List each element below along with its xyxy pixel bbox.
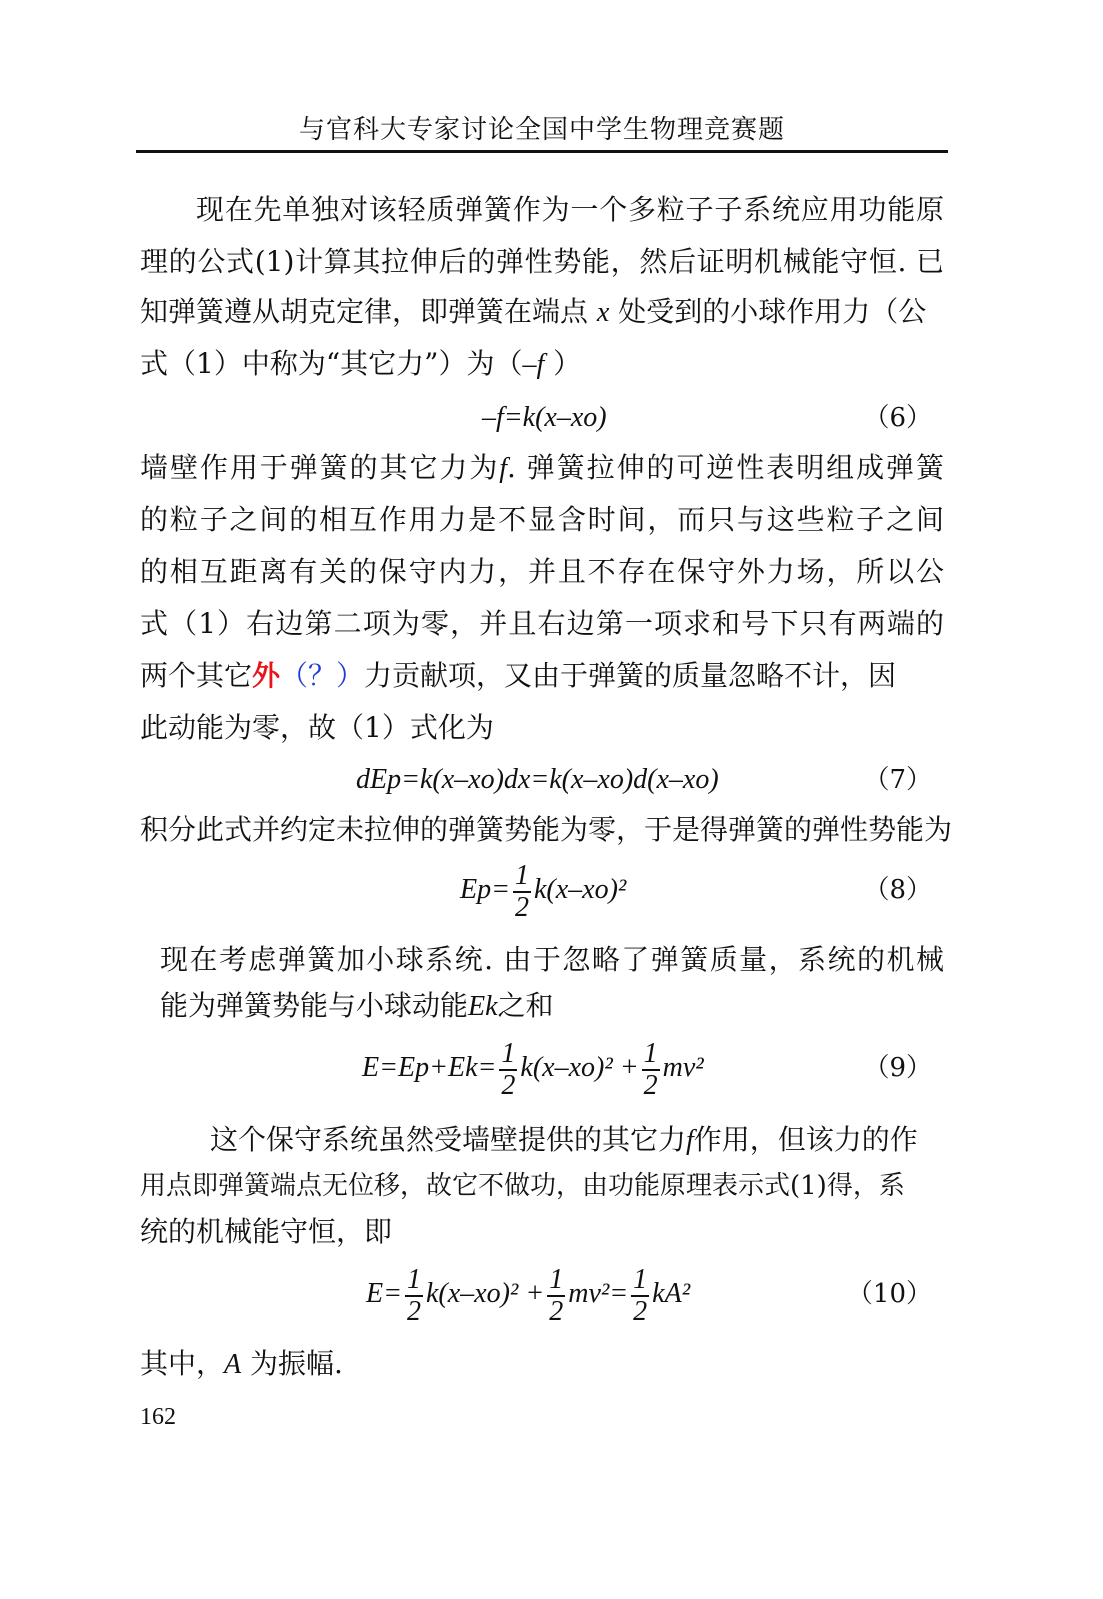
eq10-frac1-den: 2	[407, 1295, 421, 1327]
eq9-frac1-den: 2	[501, 1069, 516, 1101]
page-number: 162	[140, 1404, 176, 1430]
eq9-lhs: E=Ep+Ek=	[362, 1052, 497, 1083]
eq9-number: （9）	[863, 1053, 932, 1083]
para4-line2	[160, 986, 944, 1026]
para5-line2: 用点即弹簧端点无位移，故它不做功，由功能原理表示式(1)得，系	[140, 1171, 905, 1201]
eq8-formula	[460, 852, 626, 928]
eq10-term3: kA²	[652, 1278, 691, 1309]
eq10-frac3-den: 2	[633, 1295, 648, 1327]
para4-line1: 现在考虑弹簧加小球系统. 由于忽略了弹簧质量，系统的机械	[160, 943, 944, 976]
para2-line2: 的粒子之间的相互作用力是不显含时间，而只与这些粒子之间	[140, 503, 944, 536]
header-rule	[136, 150, 948, 153]
eq9-frac2-den: 2	[643, 1069, 658, 1101]
para1-line3-text-b: 处受到的小球作用力（公	[618, 295, 927, 328]
para2-line5	[140, 656, 944, 696]
eq7-number: （7）	[863, 765, 932, 795]
eq10-fraction-1	[405, 1265, 423, 1327]
para5-line1	[210, 1120, 944, 1160]
running-header: 与官科大专家讨论全国中学生物理竞赛题	[298, 115, 785, 145]
eq10-frac2-den: 2	[549, 1295, 564, 1327]
para4-line2-text-b: 之和	[497, 989, 554, 1022]
para6-text-a: 其中，	[140, 1347, 225, 1380]
eq8-fraction	[513, 861, 531, 923]
var-f: f	[499, 453, 508, 484]
eq8-number: （8）	[863, 875, 932, 905]
equation-7	[140, 760, 944, 800]
para4-line2-text-a: 能为弹簧势能与小球动能	[160, 989, 469, 1022]
para2-line1	[140, 448, 944, 488]
para2-line4: 式（1）右边第二项为零，并且右边第一项求和号下只有两端的	[140, 607, 944, 640]
equation-8	[140, 852, 944, 928]
eq10-term2: mv²=	[568, 1278, 629, 1309]
para1-line4	[140, 344, 944, 384]
var-x: x	[596, 297, 610, 328]
eq10-formula	[366, 1256, 690, 1332]
eq10-frac2-num: 1	[549, 1263, 564, 1295]
eq6-formula: –f=k(x–xo)	[482, 402, 607, 433]
eq9-fraction-1	[499, 1039, 517, 1101]
eq8-lhs: Ep=	[460, 874, 510, 905]
para6-line1	[140, 1344, 944, 1384]
eq10-lhs: E=	[366, 1278, 402, 1309]
var-A: A	[224, 1349, 242, 1380]
eq9-frac2-num: 1	[643, 1037, 658, 1069]
equation-6	[140, 398, 944, 438]
para5-line3: 统的机械能守恒，即	[140, 1215, 393, 1248]
eq9-formula	[362, 1030, 704, 1106]
para5-line1-text-a: 这个保守系统虽然受墙壁提供的其它力	[210, 1123, 687, 1156]
eq9-frac1-num: 1	[501, 1037, 516, 1069]
equation-9	[140, 1030, 944, 1106]
eq8-rhs: k(x–xo)²	[534, 874, 627, 905]
para1-line4-text-b: ）	[544, 347, 582, 380]
eq10-fraction-3	[631, 1265, 649, 1327]
para6-text-b: 为振幅.	[241, 1347, 343, 1380]
annotation-question: （？）	[280, 659, 365, 692]
eq9-fraction-2	[642, 1039, 660, 1101]
para1-line3	[140, 292, 944, 332]
para1-line4-text-a: 式（1）中称为“其它力”）为（	[140, 347, 523, 380]
eq9-mid: k(x–xo)² +	[520, 1052, 639, 1083]
eq10-frac3-num: 1	[633, 1263, 648, 1295]
para1-line2: 理的公式(1)计算其拉伸后的弹性势能，然后证明机械能守恒. 已	[140, 245, 944, 278]
eq10-frac1-num: 1	[407, 1263, 421, 1295]
annotation-red-char: 外	[252, 659, 281, 692]
var-Ek: Ek	[468, 991, 498, 1022]
eq6-number: （6）	[863, 403, 932, 433]
eq8-frac-num: 1	[515, 859, 529, 891]
para3-line1: 积分此式并约定未拉伸的弹簧势能为零，于是得弹簧的弹性势能为	[140, 813, 953, 846]
var-f-2: f	[686, 1125, 694, 1156]
para2-line1-text-b: . 弹簧拉伸的可逆性表明组成弹簧	[507, 451, 944, 484]
para5-line1-text-b: 作用，但该力的作	[693, 1123, 918, 1156]
eq10-number: （10）	[846, 1279, 932, 1309]
equation-10	[140, 1256, 944, 1332]
para1-line3-text-a: 知弹簧遵从胡克定律，即弹簧在端点	[140, 295, 589, 328]
eq7-formula: dEp=k(x–xo)dx=k(x–xo)d(x–xo)	[356, 764, 719, 795]
eq10-term1: k(x–xo)² +	[426, 1278, 545, 1309]
eq9-rhs: mv²	[662, 1052, 704, 1083]
para2-line1-text-a: 墙壁作用于弹簧的其它力为	[140, 451, 500, 484]
para2-line6: 此动能为零，故（1）式化为	[140, 711, 494, 744]
para2-line5-text-a: 两个其它	[140, 659, 253, 692]
var-minus-f: –f	[522, 349, 545, 380]
eq10-fraction-2	[547, 1265, 565, 1327]
para2-line5-text-b: 力贡献项，又由于弹簧的质量忽略不计，因	[364, 659, 897, 692]
para2-line3: 的相互距离有关的保守内力，并且不存在保守外力场，所以公	[140, 555, 944, 588]
eq8-frac-den: 2	[515, 891, 529, 923]
para1-line1: 现在先单独对该轻质弹簧作为一个多粒子子系统应用功能原	[196, 193, 944, 226]
